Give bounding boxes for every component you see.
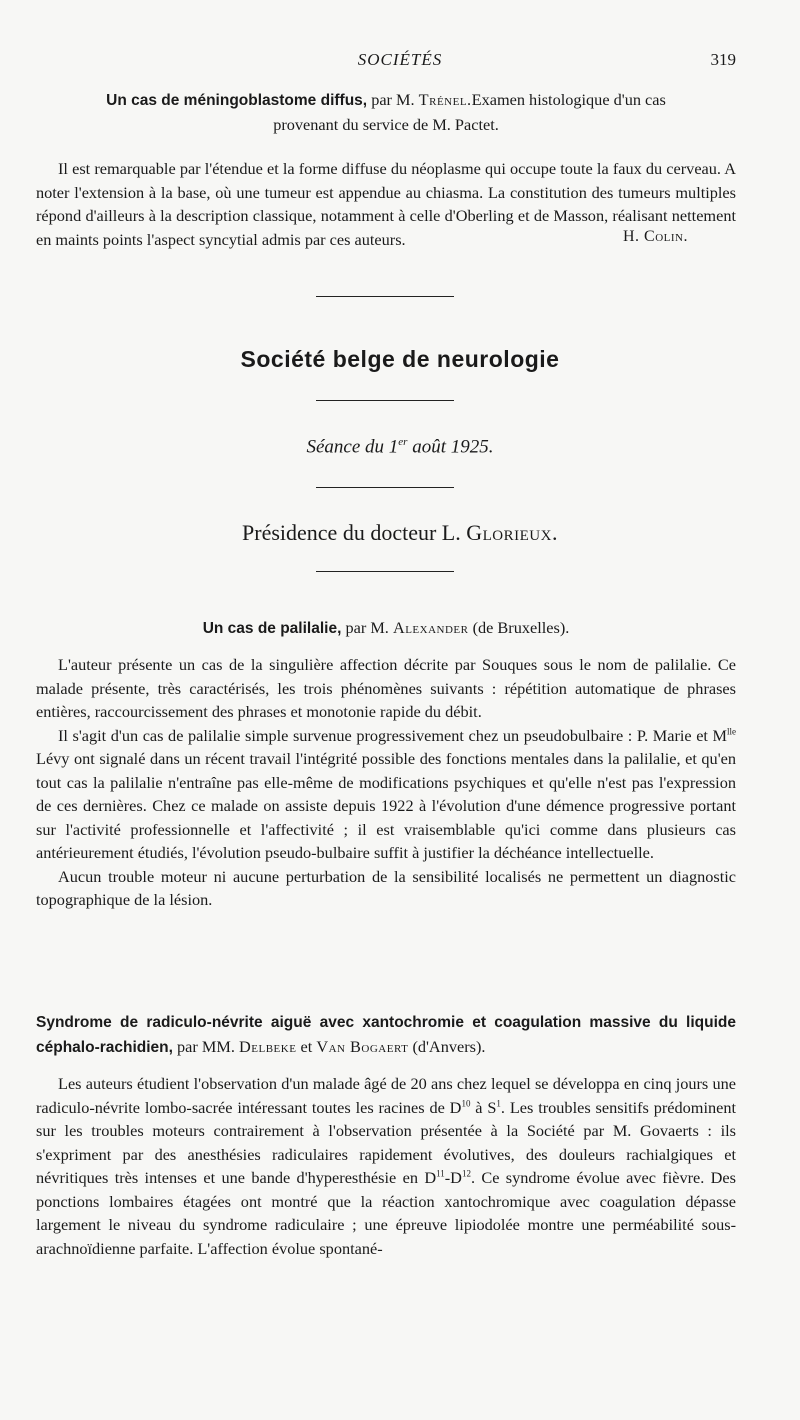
article-signature: H. Colin. <box>623 227 688 245</box>
article-author: Alexander <box>392 618 469 637</box>
article-title: Un cas de palilalie, <box>202 620 342 637</box>
running-head <box>0 50 800 76</box>
article-subtitle: Examen histologique d'un cas <box>471 90 666 109</box>
presidence-line <box>0 520 800 546</box>
article-conjunction: et <box>300 1037 313 1056</box>
running-head-title: SOCIÉTÉS <box>357 50 443 69</box>
superscript: 1 <box>496 1098 501 1109</box>
article-author: Delbeke <box>239 1037 297 1056</box>
article-origin: (de Bruxelles). <box>472 618 570 637</box>
section-rule <box>316 571 454 572</box>
article-paragraph: Aucun trouble moteur ni aucune perturbation de la sensibilité localisés ne permettent un diagnostic topographique de la lésion. <box>36 866 736 909</box>
article-paragraph: L'auteur présente un cas de la singulière affection décrite par Souques sous le nom de palilalie. Ce malade présente, très caractérisés, les trois phénomènes suivants : répétition automatique de phrases entières, raccourcissement des phrases et monotonie rapide du débit. <box>36 655 736 721</box>
presidence-prefix: Présidence du docteur L. <box>242 520 461 545</box>
article-palilalie <box>36 616 736 912</box>
seance-prefix: Séance du <box>306 436 385 458</box>
article-origin: (d'Anvers). <box>412 1037 486 1056</box>
article-by: par M. <box>371 90 415 109</box>
article-author: Trénel. <box>418 90 472 109</box>
seance-date <box>0 436 800 458</box>
presidence-name: Glorieux. <box>466 520 558 545</box>
paragraph-text: -D <box>444 1168 462 1187</box>
article-heading <box>36 1010 736 1060</box>
paragraph-text: . Les troubles sensitifs prédominent sur les troubles moteurs contrairement à l'observation présentée à la Société par M. Govaerts : ils s'expriment par des anesthésies radiculaires rapidement évolutives, des douleurs rachialgiques et névritiques très intenses et une bande d'hyperesthésie en D <box>36 1097 737 1187</box>
article-title: Un cas de méningoblastome diffus, <box>106 92 368 109</box>
article-body: Il est remarquable par l'étendue et la forme diffuse du néoplasme qui occupe toute la faux du cerveau. A noter l'extension à la base, où une tumeur est appendue au chiasma. La constitution des tumeurs multiples répond d'ailleurs à la description classique, notamment à celle d'Oberling et de Masson, réalisant nettement en maints points l'aspect syncytial admis par ces auteurs. <box>36 159 736 249</box>
article-radiculo-nevrite <box>36 1010 736 1260</box>
society-title: Société belge de neurologie <box>240 346 560 372</box>
article-paragraph <box>36 724 736 865</box>
superscript: 12 <box>461 1168 471 1179</box>
page-number: 319 <box>710 50 736 69</box>
article-by: par MM. <box>177 1037 235 1056</box>
paragraph-text: Les auteurs étudient l'observation d'un malade âgé de 20 ans chez lequel se développa en cinq jours une radiculo-névrite lombo-sacrée intéressant toutes les racines de D <box>36 1074 736 1117</box>
article-title: Syndrome de radiculo-névrite aiguë avec xantochromie et coagulation massive du liquide céphalo-rachidien, <box>36 1014 736 1056</box>
paragraph-text: Lévy ont signalé dans un récent travail l'intégrité possible des fonctions mentales dans la palilalie, et qu'en tout cas la palilalie n'entraîne pas elle-même de modifications psychiques et qu'elle n'est pas l'expression de ces dernières. Chez ce malade on assiste depuis 1922 à l'évolution d'une démence progressive portant sur l'activité professionnelle et l'affectivité ; il est vraisemblable qu'ici comme dans plusieurs cas antérieurement étudiés, l'évolution pseudo-bulbaire suffit à justifier la déchéance intellectuelle. <box>36 749 736 862</box>
superscript: 10 <box>461 1098 471 1109</box>
paragraph-text: à S <box>470 1097 497 1117</box>
article-heading <box>36 88 736 137</box>
paragraph-text: Il s'agit d'un cas de palilalie simple survenue progressivement chez un pseudobulbaire : P. Marie et M <box>58 725 727 745</box>
article-heading <box>36 616 736 641</box>
section-rule <box>316 487 454 488</box>
article-subtitle-line2: provenant du service de M. Pactet. <box>273 115 499 134</box>
superscript: lle <box>727 726 736 737</box>
article-author: Van Bogaert <box>316 1037 409 1056</box>
article-meningoblastome <box>36 88 736 249</box>
superscript: 11 <box>436 1168 445 1179</box>
seance-suffix: août 1925. <box>412 436 494 458</box>
seance-day-sup: er <box>398 436 408 448</box>
section-rule <box>316 400 454 401</box>
seance-day: 1 <box>388 436 399 458</box>
article-by: par M. <box>345 618 389 637</box>
section-rule <box>316 296 454 297</box>
paragraph-text: . Ce syndrome évolue avec fièvre. Des ponctions lombaires étagées ont montré que la réaction xantochromique avec coagulation dépasse largement le niveau du syndrome radiculaire ; une épreuve lipiodolée montre une perméabilité sous-arachnoïdienne parfaite. L'affection évolue spontané- <box>36 1168 736 1258</box>
article-paragraph <box>36 1072 736 1260</box>
